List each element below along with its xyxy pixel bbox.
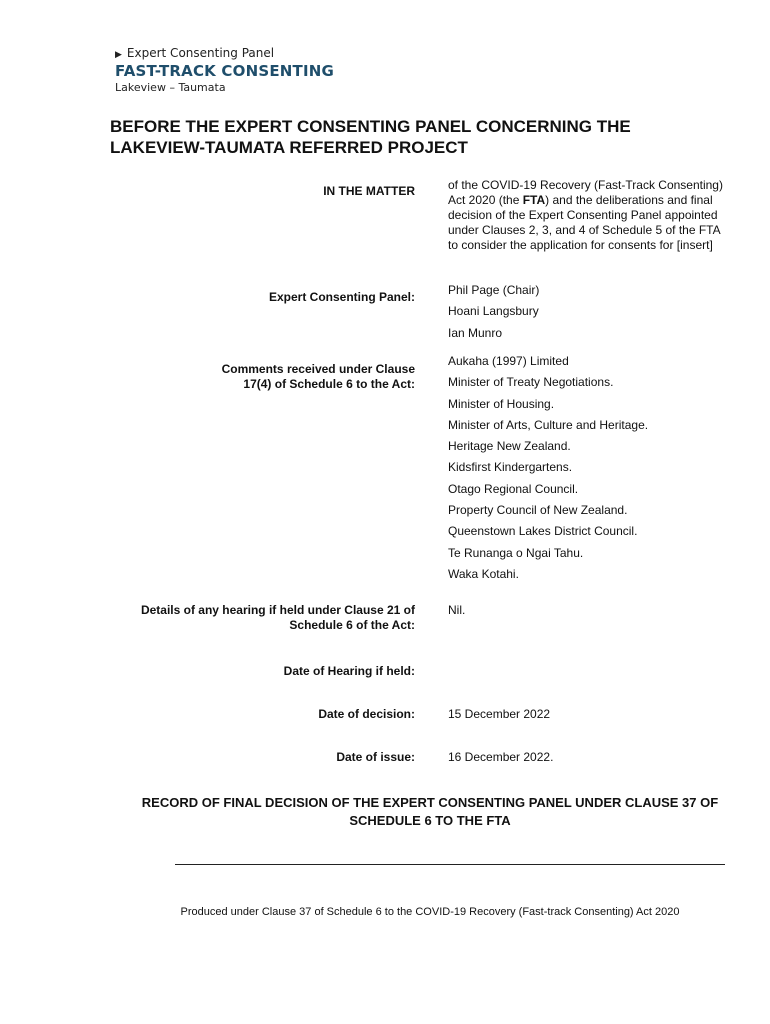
matter-text [448,178,733,253]
panel-member: Hoani Langsbury [448,304,539,319]
issue-date-label: Date of issue: [336,750,415,764]
decision-date-label: Date of decision: [318,707,415,721]
triangle-icon: ▶ [115,50,122,60]
matter-text-bold: FTA [522,193,546,207]
comment-item: Property Council of New Zealand. [448,503,628,518]
document-title: BEFORE THE EXPERT CONSENTING PANEL CONCERNING THE LAKEVIEW-TAUMATA REFERRED PROJECT [110,117,631,157]
comment-item: Otago Regional Council. [448,481,579,496]
decision-date-value: 15 December 2022 [448,707,551,721]
comments-label: Comments received under Clause 17(4) of Schedule 6 to the Act: [221,362,415,391]
comment-item: Waka Kotahi. [448,566,519,581]
footer-text: Produced under Clause 37 of Schedule 6 to the COVID-19 Recovery (Fast-track Consenting) Act 2020 [180,906,680,918]
logo-line1: Expert Consenting Panel [126,46,275,60]
hearing-value: Nil. [448,603,466,617]
logo [115,46,334,94]
closing-heading: RECORD OF FINAL DECISION OF THE EXPERT CONSENTING PANEL UNDER CLAUSE 37 OF SCHEDULE 6 TO THE FTA [141,795,719,828]
comment-item: Minister of Treaty Negotiations. [448,375,614,390]
panel-member: Ian Munro [448,325,503,340]
matter-text-a: of the COVID-19 Recovery (Fast-Track Consenting) Act 2020 (the [448,178,723,207]
comment-item: Queenstown Lakes District Council. [448,524,638,539]
matter-text-b: ) and the deliberations and final decision of the Expert Consenting Panel appointed under Clauses 2, 3, and 4 of Schedule 5 of the FTA to consider the application for consents for [insert] [448,193,720,252]
hearing-label: Details of any hearing if held under Clause 21 of Schedule 6 of the Act: [140,603,415,632]
hearing-date-label: Date of Hearing if held: [283,664,415,678]
comment-item: Heritage New Zealand. [448,439,571,454]
comment-item: Minister of Arts, Culture and Heritage. [448,417,649,432]
panel-member: Phil Page (Chair) [448,283,540,297]
comment-item: Minister of Housing. [448,396,555,411]
comment-item: Aukaha (1997) Limited [448,354,569,368]
logo-line3: Lakeview – Taumata [115,81,226,94]
issue-date-value: 16 December 2022. [448,750,554,764]
comment-item: Kidsfirst Kindergartens. [448,460,573,475]
comments-list [448,354,733,588]
comment-item: Te Runanga o Ngai Tahu. [448,545,584,560]
divider [175,864,725,865]
logo-line2: FAST-TRACK CONSENTING [115,62,335,80]
panel-label: Expert Consenting Panel: [268,290,415,304]
matter-label: IN THE MATTER [323,184,415,198]
panel-members [448,283,733,347]
